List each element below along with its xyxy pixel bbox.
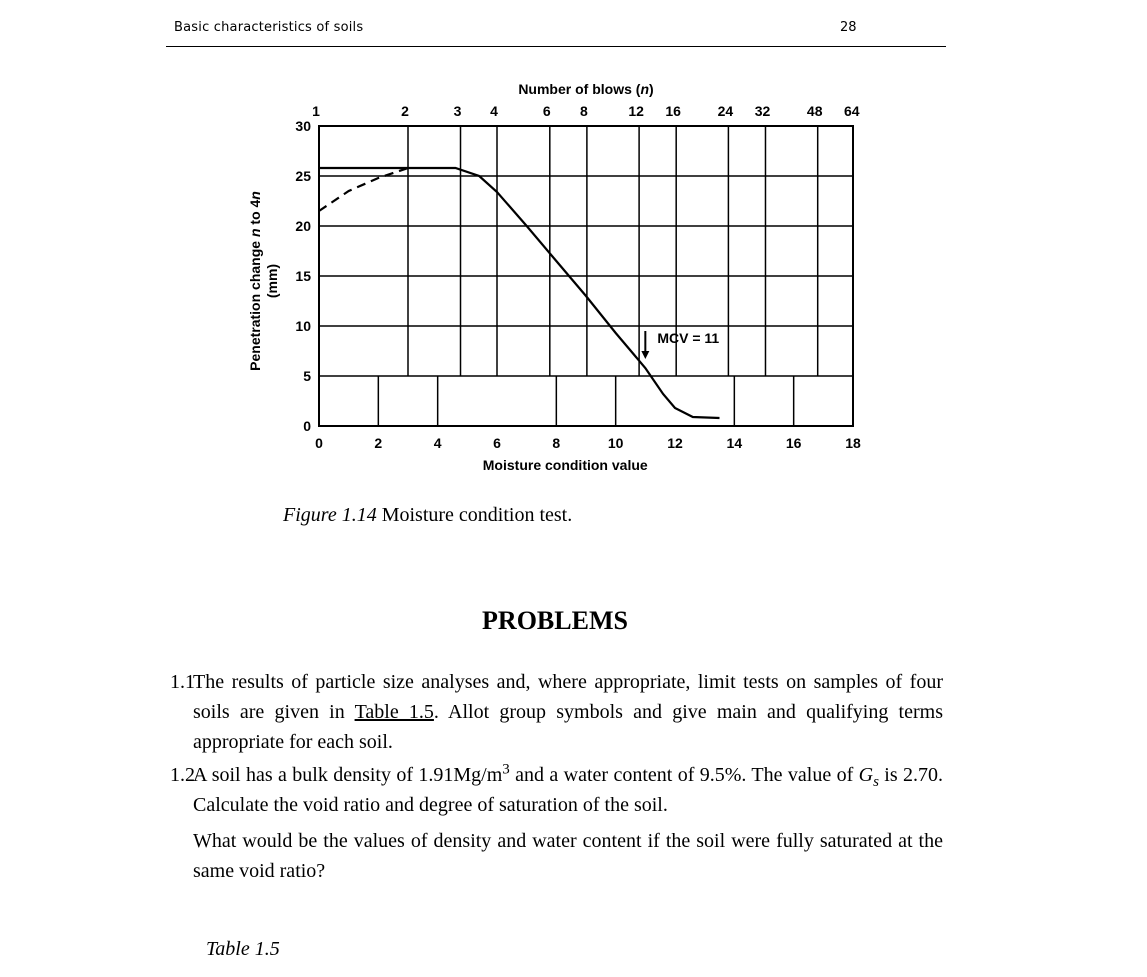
x-tick-label: 18	[845, 435, 861, 451]
problem-1-2	[170, 760, 943, 886]
running-header-title: Basic characteristics of soils	[174, 20, 364, 35]
table-title: Table 1.5	[206, 938, 280, 960]
x-tick-label: 12	[667, 435, 683, 451]
top-tick-label: 12	[628, 103, 644, 119]
table-link[interactable]: Table 1.5	[354, 701, 434, 723]
y-tick-label: 20	[295, 218, 311, 234]
y-tick-label: 25	[295, 168, 311, 184]
header-rule	[166, 46, 946, 47]
top-tick-label: 48	[806, 103, 823, 119]
top-tick-label: 32	[754, 103, 771, 119]
problem-number: 1.2	[170, 764, 195, 786]
problem-number: 1.1	[170, 671, 195, 693]
y-tick-label: 0	[303, 418, 311, 434]
dashed-curve	[319, 168, 408, 211]
x-tick-label: 10	[607, 435, 624, 451]
top-tick-label: 8	[579, 103, 588, 119]
top-tick-label: 4	[490, 103, 498, 119]
chart-grid	[319, 126, 853, 376]
problem-text-followup: What would be the values of density and water content if the soil were fully saturated at the same void ratio?	[193, 830, 943, 882]
mcv-annotation	[641, 330, 719, 359]
top-tick-label: 1	[312, 103, 320, 119]
page-number: 28	[840, 20, 857, 35]
y-axis-label-line1: Penetration change n to 4n	[247, 191, 263, 371]
annotation-arrowhead	[641, 351, 649, 359]
moisture-condition-chart	[230, 72, 880, 492]
x-tick-label: 14	[726, 435, 743, 451]
figure-caption	[283, 504, 572, 527]
problem-text: The results of particle size analyses and, where appropriate, limit tests on samples of four soils are given in Table 1.5. Allot group symbols and give main and qualifying terms appropriate for each soil.	[193, 671, 943, 753]
annotation-text: MCV = 11	[657, 330, 720, 346]
y-tick-label: 5	[303, 368, 311, 384]
y-axis-label	[247, 191, 280, 371]
figure-number: Figure 1.14	[283, 504, 377, 526]
y-tick-label: 30	[295, 118, 311, 134]
top-tick-label: 16	[665, 103, 681, 119]
y-tick-label: 10	[295, 318, 311, 334]
top-tick-label: 3	[453, 103, 462, 119]
y-axis-label-line2: (mm)	[264, 263, 280, 299]
caption-text: Moisture condition test.	[376, 504, 573, 526]
top-tick-label: 6	[542, 103, 551, 119]
x-tick-label: 16	[785, 435, 802, 451]
lower-marks	[378, 376, 793, 426]
x-tick-label: 8	[552, 435, 561, 451]
top-tick-label: 64	[843, 103, 860, 119]
x-tick-label: 0	[315, 435, 323, 451]
top-axis-label: Number of blows (n)	[518, 81, 654, 97]
x-tick-labels	[315, 435, 861, 451]
x-tick-label: 4	[433, 435, 442, 451]
y-tick-label: 15	[295, 268, 311, 284]
x-tick-label: 2	[374, 435, 383, 451]
problem-text: A soil has a bulk density of $1.91Mg/m^3$ and a water content of 9.5%. The value of $G_s$ is 2.70. Calculate the void ratio and degree of saturation of the soil.	[193, 761, 943, 816]
top-tick-labels	[312, 103, 860, 119]
top-tick-label: 2	[401, 103, 409, 119]
section-title: PROBLEMS	[482, 606, 628, 635]
y-tick-labels	[295, 118, 311, 434]
top-tick-label: 24	[717, 103, 734, 119]
x-axis-label: Moisture condition value	[482, 457, 648, 473]
x-tick-label: 6	[493, 435, 501, 451]
problem-1-1	[170, 667, 943, 757]
